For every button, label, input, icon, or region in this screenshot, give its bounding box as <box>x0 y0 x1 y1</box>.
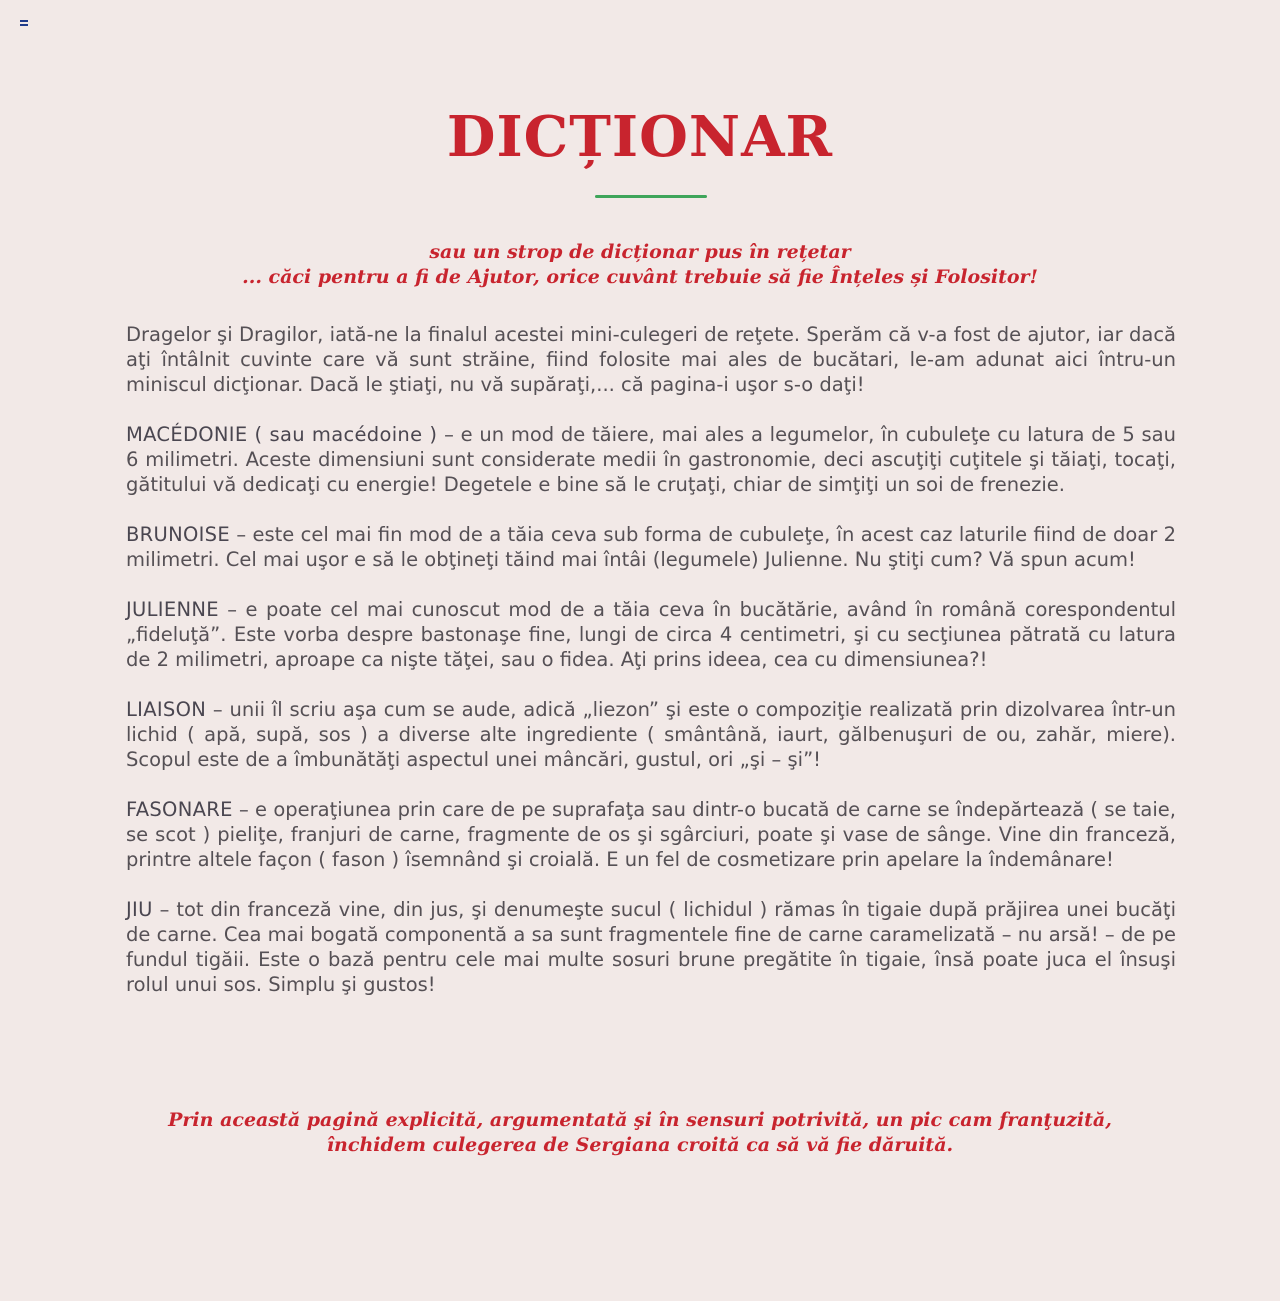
entry-term: JIU <box>126 898 153 921</box>
entry-definition: – e operaţiunea prin care de pe suprafaţa sau dintr-o bucată de carne se îndepărtează ( se taie, se scot ) pieliţe, franjuri de carne, fragmente de os şi sgârciuri, poate şi vase de sânge. Vine din franceză, printre altele façon ( fason ) îsemnând şi croială. E un fel de cosmetizare prin apelare la îndemânare! <box>126 798 1176 871</box>
entry-term: LIAISON <box>126 698 207 721</box>
entry-definition: – tot din franceză vine, din jus, şi denumeşte sucul ( lichidul ) rămas în tigaie după prăjirea unei bucăţi de carne. Cea mai bogată componentă a sa sunt fragmentele fine de carne caramelizată – nu arsă! – de pe fundul tigăii. Este o bază pentru cele mai multe sosuri brune pregătite în tigaie, însă poate juca el însuşi rolul unui sos. Simplu şi gustos! <box>126 898 1176 996</box>
entry-term: MACÉDONIE ( sau macédoine ) <box>126 423 438 446</box>
entry-macedonie <box>126 422 1176 497</box>
entry-brunoise <box>126 522 1176 572</box>
closing-text <box>0 1108 1280 1158</box>
entry-definition: – e un mod de tăiere, mai ales a legumelor, în cubuleţe cu latura de 5 sau 6 milimetri. Aceste dimensiuni sunt considerate medii în gastronomie, deci ascuţiţi cuţitele şi tăiaţi, tocaţi, gătitului vă dedicaţi cu energie! Degetele e bine să le cruţaţi, chiar de simţiţi un soi de frenezie. <box>126 423 1176 496</box>
subtitle <box>0 240 1280 290</box>
subtitle-line-2: ... căci pentru a fi de Ajutor, orice cuvânt trebuie să fie Înțeles și Folositor! <box>242 266 1038 288</box>
entry-definition: – este cel mai fin mod de a tăia ceva sub forma de cubuleţe, în acest caz laturile fiind de doar 2 milimetri. Cel mai uşor e să le obţineţi tăind mai întâi (legumele) Julienne. Nu ştiţi cum? Vă spun acum! <box>126 523 1176 571</box>
entry-jiu <box>126 897 1176 997</box>
subtitle-line-1: sau un strop de dicționar pus în rețetar <box>429 241 851 263</box>
closing-line-2: închidem culegerea de Sergiana croită ca să vă fie dăruită. <box>326 1134 954 1156</box>
entry-term: BRUNOISE <box>126 523 230 546</box>
entry-definition: – e poate cel mai cunoscut mod de a tăia ceva în bucătărie, având în română corespondentul „fideluţă”. Este vorba despre bastonaşe fine, lungi de circa 4 centimetri, şi cu secţiunea pătrată cu latura de 2 milimetri, aproape ca nişte tăţei, sau o fidea. Aţi prins ideea, cea cu dimensiunea?! <box>126 598 1176 671</box>
page-title: DICȚIONAR <box>446 104 834 170</box>
title-divider <box>595 195 707 198</box>
intro-paragraph: Dragelor şi Dragilor, iată-ne la finalul acestei mini-culegeri de reţete. Sperăm că v-a fost de ajutor, iar dacă aţi întâlnit cuvinte care vă sunt străine, fiind folosite mai ales de bucătari, le-am adunat aici întru-un miniscul dicţionar. Dacă le ştiaţi, nu vă supăraţi,... că pagina-i uşor s-o daţi! <box>126 323 1176 396</box>
entry-term: JULIENNE <box>126 598 219 621</box>
flag-icon[interactable] <box>20 20 28 26</box>
entry-liaison <box>126 697 1176 772</box>
entry-definition: – unii îl scriu aşa cum se aude, adică „liezon” şi este o compoziţie realizată prin dizolvarea într-un lichid ( apă, supă, sos ) a diverse alte ingrediente ( smântână, iaurt, gălbenuşuri de ou, zahăr, miere). Scopul este de a îmbunătăţi aspectul unei mâncări, gustul, ori „şi – şi”! <box>126 698 1176 771</box>
dictionary-content <box>126 322 1176 1022</box>
entry-term: FASONARE <box>126 798 233 821</box>
entry-fasonare <box>126 797 1176 872</box>
closing-line-1: Prin această pagină explicită, argumentată şi în sensuri potrivită, un pic cam franţuzită, <box>168 1109 1112 1131</box>
entry-julienne <box>126 597 1176 672</box>
